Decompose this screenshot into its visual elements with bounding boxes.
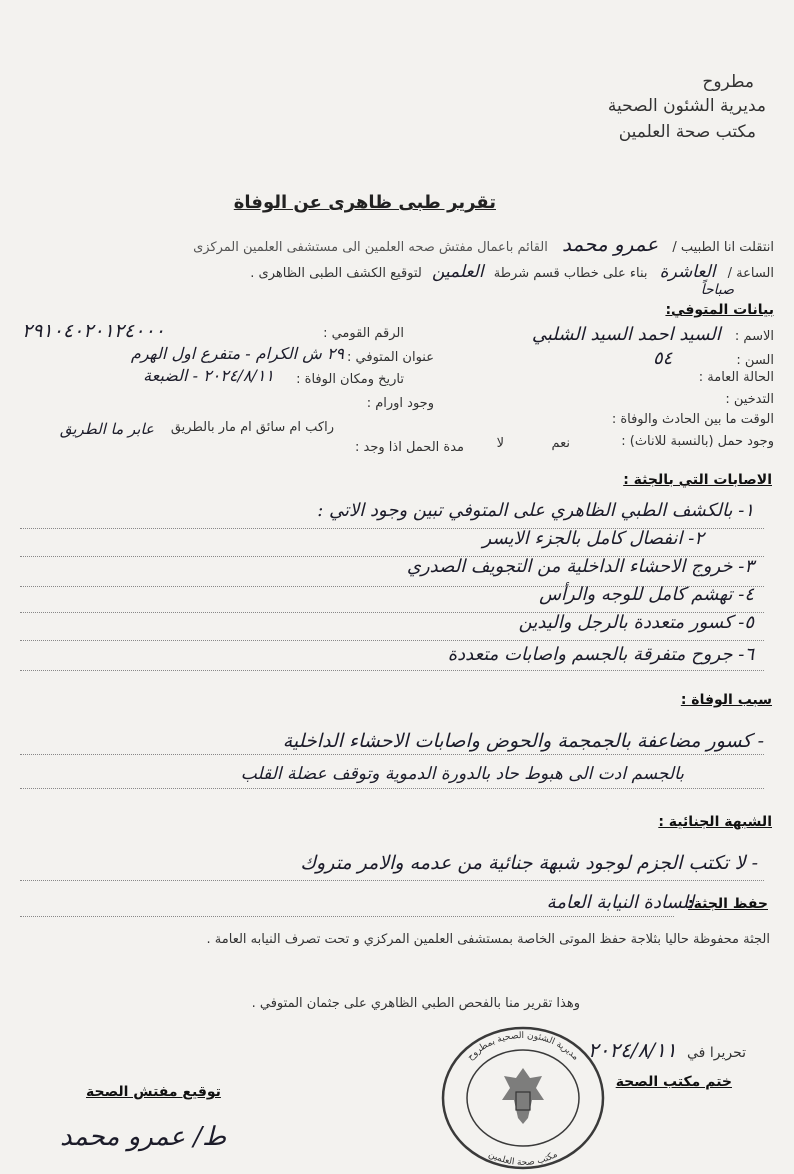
age-label: السن : [736, 353, 774, 368]
intro-purpose: لتوقيع الكشف الطبى الظاهرى . [250, 266, 422, 281]
address-label: عنوان المتوفي : [347, 350, 434, 365]
criminal-heading: الشبهة الجنائية : [658, 814, 772, 830]
intro-doctor-name: عمرو محمد [562, 232, 659, 256]
age-row [593, 348, 774, 369]
name-value: السيد احمد السيد الشلبي [531, 324, 721, 345]
pregnancy-no: لا [496, 436, 504, 451]
header-office: مكتب صحة العلمين [618, 122, 756, 142]
rider-value: عابر ما الطريق [59, 420, 154, 438]
preservation-hand: للسادة النيابة العامة [546, 892, 694, 913]
tumors-label: وجود اورام : [366, 396, 434, 411]
intro-doctor-prefix: انتقلت انا الطبيب / [672, 240, 774, 255]
preservation-heading: حفظ الجثة: [688, 896, 768, 912]
stamp-seal-icon [438, 1020, 608, 1170]
signature-label: توقيع مفتش الصحة [86, 1084, 221, 1100]
intro-line-1 [193, 232, 774, 256]
cause-line-1 [20, 754, 764, 755]
date-value: ٢٠٢٤/٨/١١ [587, 1038, 677, 1062]
preservation-line [20, 916, 674, 917]
injury-item-6: ٦- جروح متفرقة بالجسم واصابات متعددة [447, 644, 754, 665]
intro-hour-value: العاشرة [659, 262, 716, 282]
pregnancy-label: وجود حمل (بالنسبة للاناث) : [621, 434, 774, 449]
cause-item-2: بالجسم ادت الى هبوط حاد بالدورة الدموية وتوقف عضلة القلب [240, 764, 684, 784]
injury-item-1: ١- بالكشف الطبي الظاهري على المتوفي تبين وجود الاتي : [317, 500, 754, 521]
deceased-name-row [522, 324, 774, 345]
criminal-line [20, 880, 764, 881]
deceased-heading: بيانات المتوفي: [665, 302, 774, 318]
national-id-value: ٢٩١٠٤٠٢٠١٢٤٠٠٠ [22, 320, 165, 342]
injury-line-5 [20, 640, 764, 641]
stamp-bottom-text: مكتب صحة العلمين [486, 1149, 560, 1169]
interval-label: الوقت ما بين الحادث والوفاة : [611, 412, 774, 427]
injury-item-5: ٥- كسور متعددة بالرجل واليدين [518, 612, 754, 633]
official-stamp [438, 1020, 608, 1170]
address-value: ٢٩ ش الكرام - متفرع اول الهرم [130, 344, 344, 363]
intro-hour-prefix: الساعة / [727, 266, 774, 281]
stamp-label: ختم مكتب الصحة [615, 1074, 732, 1090]
header-governorate: مطروح [702, 72, 754, 92]
intro-line-2 [250, 262, 774, 282]
rider-label: راكب ام سائق ام مار بالطريق [170, 420, 334, 435]
intro-police-station: العلمين [431, 262, 484, 282]
name-label: الاسم : [734, 329, 774, 344]
cause-heading: سبب الوفاة : [680, 692, 772, 708]
intro-doctor-role: القائم باعمال مفتش صحه العلمين الى مستشفى العلمين المركزى [193, 240, 548, 255]
datetime-label: تاريخ ومكان الوفاة : [296, 372, 404, 387]
general-label: الحالة العامة : [698, 370, 774, 385]
header-directorate: مديرية الشئون الصحية [607, 96, 766, 116]
injuries-heading: الاصابات التي بالجثة : [623, 472, 772, 488]
injury-item-2: ٢- انفصال كامل بالجزء الايسر [482, 528, 704, 549]
stamp-top-text: مديرية الشئون الصحية بمطروح [465, 1030, 581, 1063]
intro-morning: صباحاً [700, 282, 734, 298]
date-row [588, 1038, 746, 1062]
intro-police-text: بناء على خطاب قسم شرطة [493, 266, 648, 281]
inspector-signature: ط/ عمرو محمد [60, 1122, 227, 1152]
age-value: ٥٤ [652, 348, 673, 369]
statement: وهذا تقرير منا بالفحص الطبي الظاهري على جثمان المتوفي . [251, 996, 580, 1011]
pregnancy-duration-label: مدة الحمل اذا وجد : [355, 440, 464, 455]
pregnancy-yes: نعم [551, 436, 570, 451]
injury-item-4: ٤- تهشم كامل للوجه والرأس [539, 584, 754, 605]
report-title: تقرير طبى ظاهرى عن الوفاة [233, 192, 496, 213]
smoking-label: التدخين : [725, 392, 774, 407]
national-id-label: الرقم القومي : [323, 326, 404, 341]
criminal-value: - لا تكتب الجزم لوجود شبهة جنائية من عدمه والامر متروك [300, 852, 758, 874]
datetime-value: ٢٠٢٤/٨/١١ - الضبعة [143, 366, 274, 385]
date-label: تحريرا في [687, 1045, 746, 1061]
injury-item-3: ٣- خروج الاحشاء الداخلية من التجويف الصدري [406, 556, 754, 577]
preservation-text: الجثة محفوظة حاليا بثلاجة حفظ الموتى الخاصة بمستشفى العلمين المركزي و تحت تصرف النيابه العامة . [206, 932, 770, 947]
cause-line-2 [20, 788, 764, 789]
injury-line-6 [20, 670, 764, 671]
cause-item-1: - كسور مضاعفة بالجمجمة والحوض واصابات الاحشاء الداخلية [282, 730, 764, 752]
